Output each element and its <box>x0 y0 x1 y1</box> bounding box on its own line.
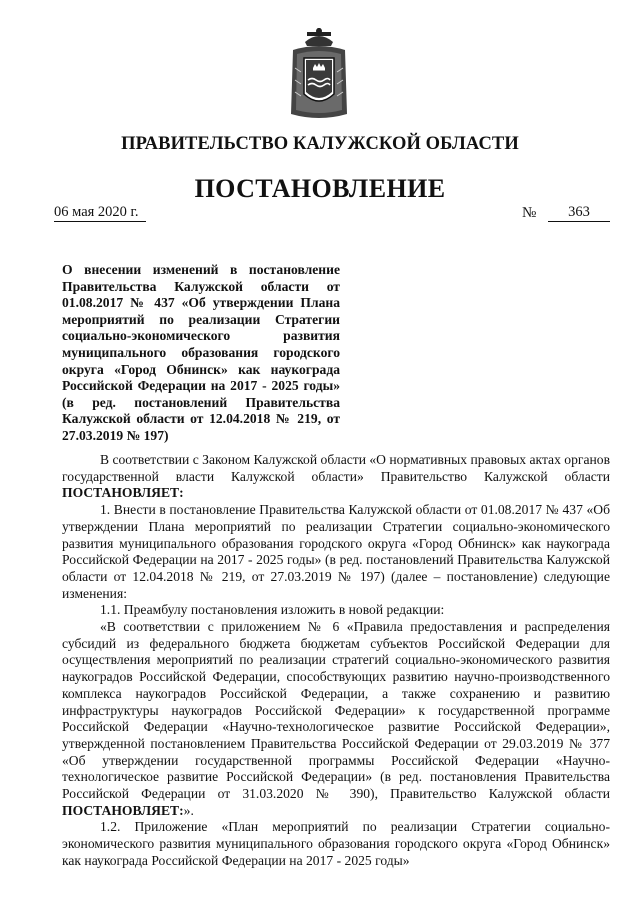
coat-of-arms-icon <box>287 28 351 122</box>
document-subject: О внесении изменений в постановление Правительства Калужской области от 01.08.2017 № 437 «Об утверждении Плана мероприятий по реализации Стратегии социально-экономического развития муниципального образования городского округа «Город Обнинск» как наукограда Российской Федерации на 2017 - 2025 годы» (в ред. постановлений Правительства Калужской области от 12.04.2018 № 219, от 27.03.2019 № 197) <box>62 262 340 443</box>
paragraph-item-1-2: 1.2. Приложение «План мероприятий по реализации Стратегии социально-экономического развития муниципального образования городского округа «Город Обнинск» как наукограда Российской Федерации на 2017 - 2025 годы» <box>62 819 610 868</box>
document-body <box>62 452 610 870</box>
resolves-keyword: ПОСТАНОВЛЯЕТ: <box>62 485 184 501</box>
paragraph-preamble <box>62 452 610 502</box>
paragraph-item-1: 1. Внести в постановление Правительства Калужской области от 01.08.2017 № 437 «Об утверждении Плана мероприятий по реализации Стратегии социально-экономического развития муниципального образования городского округа «Город Обнинск» как наукограда Российской Федерации на 2017 - 2025 годы» (в ред. постановлений Правительства Калужской области от 12.04.2018 № 219, от 27.03.2019 № 197) (далее – постановление) следующие изменения: <box>62 502 610 601</box>
paragraph-item-1-1: 1.1. Преамбулу постановления изложить в новой редакции: <box>100 602 445 618</box>
government-title: ПРАВИТЕЛЬСТВО КАЛУЖСКОЙ ОБЛАСТИ <box>121 134 519 154</box>
paragraph-quote <box>62 619 610 819</box>
quote-text: «В соответствии с приложением № 6 «Правила предоставления и распределения субсидий из федерального бюджета бюджетам субъектов Российской Федерации для осуществления мероприятий по реализации стратегий социально-экономического развития наукоградов Российской Федерации, способствующих развитию научно-производственного комплекса наукоградов Российской Федерации, а также сохранению и развитию инфраструктуры наукоградов Российской Федерации» к государственной программе Российской Федерации «Научно-технологическое развитие Российской Федерации», утвержденной постановлением Правительства Российской Федерации от 29.03.2019 № 377 «Об утверждении государственной программы Российской Федерации «Научно-технологическое развитие Российской Федерации» (в ред. постановления Правительства Российской Федерации от 31.03.2020 № 390), Правительство Калужской области <box>62 619 610 802</box>
quote-end: ». <box>183 802 194 818</box>
document-type: ПОСТАНОВЛЕНИЕ <box>194 174 446 203</box>
preamble-text: В соответствии с Законом Калужской области «О нормативных правовых актах органов государственной власти Калужской области» Правительство Калужской области <box>62 452 610 484</box>
quote-resolves-keyword: ПОСТАНОВЛЯЕТ: <box>62 802 184 818</box>
document-number: 363 <box>548 204 610 222</box>
document-date: 06 мая 2020 г. <box>54 204 146 222</box>
number-label: № <box>522 205 537 221</box>
